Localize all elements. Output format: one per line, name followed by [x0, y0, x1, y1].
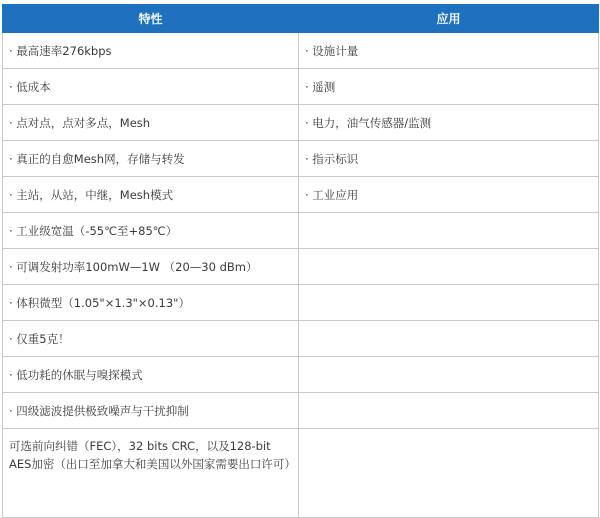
spec-table-container: [2, 4, 598, 518]
feature-cell: 可选前向纠错（FEC），32 bits CRC，以及128-bit AES加密（出口至加拿大和美国以外国家需要出口许可）: [3, 429, 299, 518]
table-row: [3, 141, 599, 177]
feature-cell: · 最高速率276kbps: [3, 33, 299, 69]
application-cell: · 指示标识: [299, 141, 599, 177]
header-applications: 应用: [299, 5, 599, 33]
table-row: [3, 105, 599, 141]
application-cell: [299, 429, 599, 518]
application-cell: [299, 393, 599, 429]
table-row: [3, 429, 599, 518]
table-row: [3, 357, 599, 393]
application-cell: [299, 321, 599, 357]
application-cell: [299, 357, 599, 393]
application-cell: · 工业应用: [299, 177, 599, 213]
feature-cell: · 低成本: [3, 69, 299, 105]
table-row: [3, 393, 599, 429]
application-cell: · 遥测: [299, 69, 599, 105]
application-cell: [299, 213, 599, 249]
application-cell: · 设施计量: [299, 33, 599, 69]
feature-cell: · 真正的自愈Mesh网，存储与转发: [3, 141, 299, 177]
header-features: 特性: [3, 5, 299, 33]
features-applications-table: [2, 4, 599, 518]
table-row: [3, 177, 599, 213]
feature-cell: · 体积微型（1.05"×1.3"×0.13"）: [3, 285, 299, 321]
feature-cell: · 仅重5克！: [3, 321, 299, 357]
table-row: [3, 33, 599, 69]
feature-cell: · 可调发射功率100mW—1W （20—30 dBm）: [3, 249, 299, 285]
feature-cell: · 低功耗的休眠与嗅探模式: [3, 357, 299, 393]
feature-cell: · 点对点，点对多点，Mesh: [3, 105, 299, 141]
application-cell: [299, 249, 599, 285]
table-row: [3, 285, 599, 321]
table-row: [3, 249, 599, 285]
application-cell: [299, 285, 599, 321]
application-cell: · 电力，油气传感器/监测: [299, 105, 599, 141]
feature-cell: · 工业级宽温（-55℃至+85℃）: [3, 213, 299, 249]
table-row: [3, 69, 599, 105]
table-row: [3, 213, 599, 249]
feature-cell: · 主站，从站，中继，Mesh模式: [3, 177, 299, 213]
table-row: [3, 321, 599, 357]
feature-cell: · 四级滤波提供极致噪声与干扰抑制: [3, 393, 299, 429]
table-header-row: [3, 5, 599, 33]
